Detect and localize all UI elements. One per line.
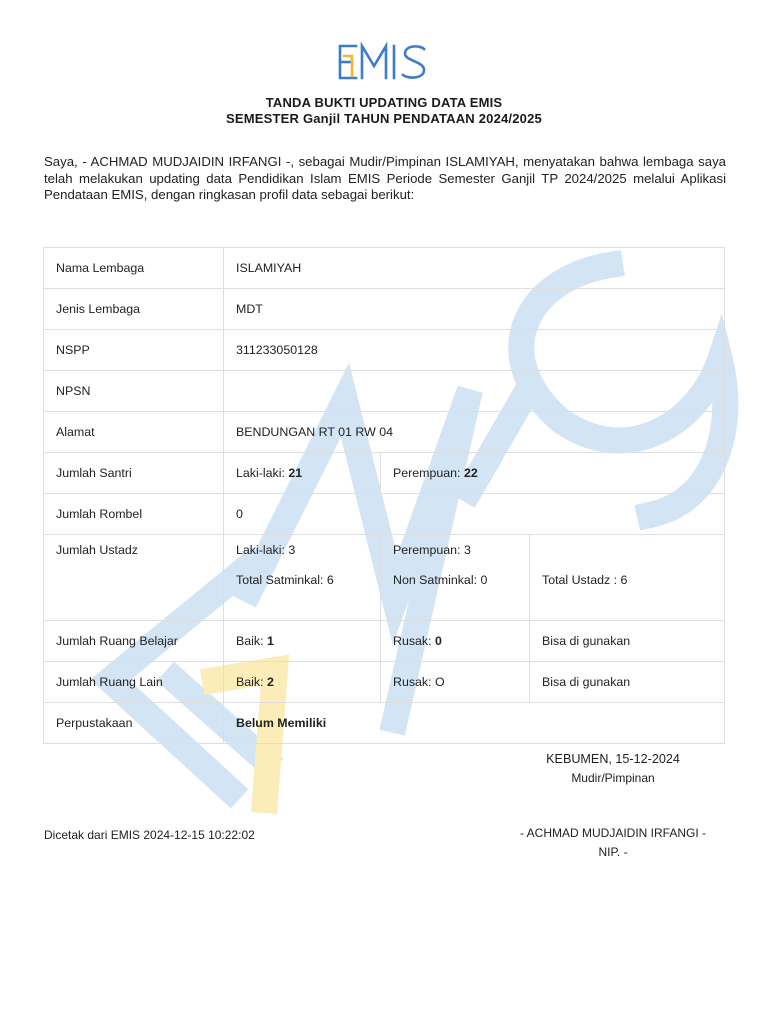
table-row (44, 621, 725, 662)
row-label: Jumlah Ruang Belajar (44, 621, 224, 662)
row-value: Belum Memiliki (224, 703, 725, 744)
table-row (44, 662, 725, 703)
row-value: BENDUNGAN RT 01 RW 04 (224, 412, 725, 453)
document-title: TANDA BUKTI UPDATING DATA EMIS (265, 95, 503, 110)
row-label: Jenis Lembaga (44, 289, 224, 330)
place-date: KEBUMEN, 15-12-2024 (546, 752, 680, 766)
table-row (44, 248, 725, 289)
row-label: NSPP (44, 330, 224, 371)
signer-position: Mudir/Pimpinan (571, 771, 655, 785)
ustadz-laki-cell (224, 535, 381, 621)
signer-nip: NIP. - (598, 845, 628, 859)
row-label: Jumlah Ustadz (44, 535, 224, 621)
santri-laki: Laki-laki: 21 (224, 453, 381, 494)
profile-table (43, 247, 725, 744)
row-value: 311233050128 (224, 330, 725, 371)
row-value: ISLAMIYAH (224, 248, 725, 289)
ruang-belajar-rusak: Rusak: 0 (381, 621, 530, 662)
ustadz-total: Total Ustadz : 6 (542, 573, 628, 587)
row-value (224, 371, 725, 412)
table-row (44, 412, 725, 453)
intro-paragraph: Saya, - ACHMAD MUDJAIDIN IRFANGI -, sebagai Mudir/Pimpinan ISLAMIYAH, menyatakan bahwa lembaga saya telah melakukan updating data Pendidikan Islam EMIS Periode Semester Ganjil TP 2024/2025 melalui Aplikasi Pendataan EMIS, dengan ringkasan profil data sebagai berikut: (44, 154, 726, 202)
ustadz-perempuan-cell (381, 535, 530, 621)
table-row (44, 535, 725, 621)
row-value: MDT (224, 289, 725, 330)
table-row (44, 494, 725, 535)
ruang-lain-status: Bisa di gunakan (530, 662, 725, 703)
row-value: 0 (224, 494, 725, 535)
row-label: Alamat (44, 412, 224, 453)
table-row (44, 289, 725, 330)
santri-perempuan: Perempuan: 22 (381, 453, 725, 494)
ruang-lain-baik: Baik: 2 (224, 662, 381, 703)
ustadz-total-satminkal: Total Satminkal: 6 (236, 573, 334, 587)
ruang-belajar-baik: Baik: 1 (224, 621, 381, 662)
table-row (44, 703, 725, 744)
printed-timestamp: Dicetak dari EMIS 2024-12-15 10:22:02 (44, 828, 255, 842)
ruang-belajar-status: Bisa di gunakan (530, 621, 725, 662)
table-row (44, 330, 725, 371)
ustadz-perempuan: Perempuan: 3 (393, 543, 471, 557)
ustadz-total-cell (530, 535, 725, 621)
logo-text: EMIS (384, 68, 387, 69)
signer-name: - ACHMAD MUDJAIDIN IRFANGI - (519, 826, 706, 840)
table-row (44, 371, 725, 412)
row-label: Nama Lembaga (44, 248, 224, 289)
ustadz-laki: Laki-laki: 3 (236, 543, 296, 557)
table-row (44, 453, 725, 494)
row-label: Jumlah Santri (44, 453, 224, 494)
ustadz-non-satminkal: Non Satminkal: 0 (393, 573, 488, 587)
document-subtitle: SEMESTER Ganjil TAHUN PENDATAAN 2024/2025 (226, 111, 542, 126)
row-label: Jumlah Ruang Lain (44, 662, 224, 703)
ruang-lain-rusak: Rusak: O (381, 662, 530, 703)
row-label: Jumlah Rombel (44, 494, 224, 535)
row-label: Perpustakaan (44, 703, 224, 744)
row-label: NPSN (44, 371, 224, 412)
emis-logo (336, 42, 432, 82)
